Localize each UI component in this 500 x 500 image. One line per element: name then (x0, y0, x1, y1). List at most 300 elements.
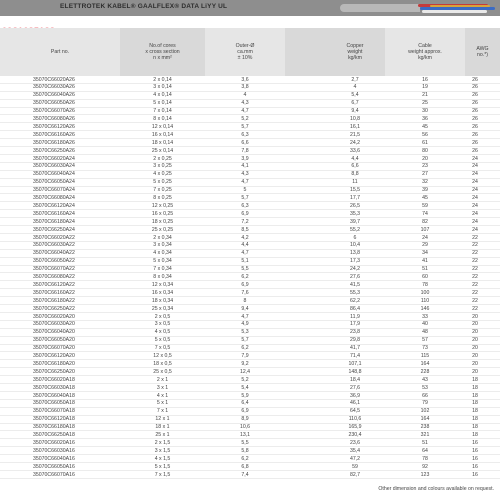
copper-weight: 26,5 (349, 202, 361, 209)
outer-diameter: 6,3 (241, 202, 249, 209)
outer-diameter: 6,2 (241, 455, 249, 462)
cores-cross-section: 2 x 0,34 (153, 234, 172, 241)
header-part-no (0, 28, 120, 76)
outer-diameter: 4,7 (241, 250, 249, 257)
cable-weight: 33 (422, 313, 428, 320)
cores-cross-section: 5 x 0,25 (153, 179, 172, 186)
cable-weight: 238 (420, 424, 430, 431)
cores-cross-section: 25 x 0,14 (151, 147, 174, 154)
part-no: 35070C66030A26 (33, 84, 75, 91)
part-no: 35070C66120A24 (33, 202, 75, 209)
outer-diameter: 7,4 (241, 471, 249, 478)
table-row (0, 250, 500, 258)
outer-diameter: 5,5 (241, 439, 249, 446)
cores-cross-section: 12 x 0,5 (153, 353, 172, 359)
copper-weight: 71,4 (349, 353, 361, 359)
copper-weight: 16,1 (349, 123, 361, 130)
part-no: 35070C66070A18 (33, 408, 75, 415)
table-row (0, 360, 500, 368)
part-no: 35070C66040A18 (33, 392, 75, 399)
table-row (0, 345, 500, 353)
cores-cross-section: 4 x 0,14 (153, 92, 172, 99)
outer-diameter: 7,8 (241, 147, 249, 154)
cores-cross-section: 3 x 0,34 (153, 242, 172, 249)
cable-weight: 29 (422, 242, 428, 249)
cores-cross-section: 18 x 0,25 (151, 218, 174, 225)
copper-weight: 64,5 (349, 408, 361, 415)
header-outer-diameter (205, 28, 285, 76)
outer-diameter: 9,2 (241, 360, 249, 367)
header-line: Copper (346, 43, 364, 49)
copper-weight: 55,2 (349, 226, 361, 233)
table-row (0, 84, 500, 92)
cable-weight: 73 (422, 345, 428, 352)
awg-no: 26 (472, 139, 478, 146)
header-line: No.of cores (149, 43, 176, 49)
cores-cross-section: 12 x 0,34 (151, 281, 174, 288)
copper-weight: 27,6 (349, 274, 361, 280)
copper-weight: 35,3 (349, 210, 361, 217)
table-row (0, 116, 500, 124)
table-row (0, 455, 500, 463)
awg-no: 22 (472, 234, 478, 241)
part-no: 35070C66160A26 (33, 131, 75, 138)
cores-cross-section: 4 x 1,5 (154, 455, 171, 462)
cores-cross-section: 25 x 0,34 (151, 305, 174, 312)
awg-no: 24 (472, 226, 478, 233)
cable-weight: 60 (422, 274, 428, 280)
outer-diameter: 8,9 (241, 416, 249, 423)
header-awg (465, 28, 500, 76)
cable-weight: 16 (422, 76, 428, 83)
awg-no: 20 (472, 329, 478, 336)
outer-diameter: 6,6 (241, 139, 249, 146)
cores-cross-section: 5 x 1,5 (154, 463, 171, 470)
outer-diameter: 5,4 (241, 384, 249, 391)
cable-weight: 146 (420, 305, 430, 312)
table-row (0, 439, 500, 447)
table-row (0, 179, 500, 187)
copper-weight: 17,7 (349, 195, 361, 201)
table-row (0, 471, 500, 479)
copper-weight: 165,9 (348, 424, 362, 431)
outer-diameter: 5,7 (241, 337, 249, 344)
outer-diameter: 6,8 (241, 463, 249, 470)
awg-no: 20 (472, 321, 478, 328)
copper-weight: 82,7 (349, 471, 361, 478)
part-no: 35070C66180A22 (33, 297, 75, 304)
awg-no: 24 (472, 179, 478, 186)
table-row (0, 463, 500, 471)
cable-weight: 115 (420, 353, 430, 359)
table-row (0, 258, 500, 266)
awg-no: 22 (472, 274, 478, 280)
part-no: 35070C66180A18 (33, 424, 75, 431)
part-no: 35070C66120A20 (33, 353, 75, 359)
cable-weight: 56 (422, 131, 428, 138)
header-cable-weight (385, 28, 465, 76)
table-row (0, 123, 500, 131)
cable-weight: 39 (422, 187, 428, 194)
outer-diameter: 4,7 (241, 313, 249, 320)
cores-cross-section: 2 x 1,5 (154, 439, 171, 446)
outer-diameter: 13,1 (239, 432, 251, 438)
outer-diameter: 4,2 (241, 234, 249, 241)
table-row (0, 139, 500, 147)
table-row (0, 195, 500, 203)
cores-cross-section: 7 x 0,5 (154, 345, 171, 352)
header-cores (120, 28, 205, 76)
awg-no: 18 (472, 376, 478, 383)
part-no: 35070C66020A20 (33, 313, 75, 320)
awg-no: 26 (472, 76, 478, 83)
table-row (0, 266, 500, 274)
awg-no: 22 (472, 281, 478, 288)
copper-weight: 230,4 (348, 432, 362, 438)
part-no: 35070C66070A22 (33, 266, 75, 273)
table-row (0, 289, 500, 297)
cores-cross-section: 8 x 0,14 (153, 116, 172, 122)
copper-weight: 5,4 (351, 92, 359, 99)
header-line: Part no. (50, 49, 70, 55)
awg-no: 24 (472, 218, 478, 225)
awg-no: 24 (472, 187, 478, 194)
table-row (0, 163, 500, 171)
copper-weight: 17,9 (349, 321, 361, 328)
part-no: 35070C66180A24 (33, 218, 75, 225)
awg-no: 20 (472, 368, 478, 375)
cable-weight: 78 (422, 281, 428, 288)
cable-image (340, 2, 500, 14)
outer-diameter: 5,8 (241, 447, 249, 454)
table-row (0, 400, 500, 408)
header-line: Outer-Ø (235, 43, 255, 49)
part-no: 35070C66080A24 (33, 195, 75, 201)
outer-diameter: 6,9 (241, 281, 249, 288)
cable-weight: 45 (422, 195, 428, 201)
awg-no: 16 (472, 439, 478, 446)
copper-weight: 36,9 (349, 392, 361, 399)
copper-weight: 59 (352, 463, 358, 470)
copper-weight: 17,3 (349, 258, 361, 265)
part-no: 35070C66020A26 (33, 76, 75, 83)
part-no: 35070C66030A18 (33, 384, 75, 391)
table-row (0, 155, 500, 163)
outer-diameter: 5,3 (241, 329, 249, 336)
table-row (0, 321, 500, 329)
awg-no: 16 (472, 471, 478, 478)
copper-weight: 55,3 (349, 289, 361, 296)
awg-no: 24 (472, 195, 478, 201)
copper-weight: 24,2 (349, 266, 361, 273)
cable-weight: 41 (422, 258, 428, 265)
cores-cross-section: 2 x 1 (156, 376, 169, 383)
awg-no: 20 (472, 345, 478, 352)
table-row (0, 226, 500, 234)
cable-weight: 36 (422, 116, 428, 122)
awg-no: 24 (472, 210, 478, 217)
outer-diameter: 4,7 (241, 108, 249, 115)
outer-diameter: 5,9 (241, 392, 249, 399)
part-no: 35070C66120A26 (33, 123, 75, 130)
copper-weight: 62,2 (349, 297, 361, 304)
part-no: 35070C66250A20 (33, 368, 75, 375)
awg-no: 22 (472, 266, 478, 273)
table-row (0, 171, 500, 179)
awg-no: 24 (472, 202, 478, 209)
cable-weight: 123 (420, 471, 430, 478)
cores-cross-section: 2 x 0,5 (154, 313, 171, 320)
copper-weight: 8,8 (351, 171, 359, 178)
awg-no: 26 (472, 92, 478, 99)
copper-weight: 41,7 (349, 345, 361, 352)
cable-weight: 64 (422, 447, 428, 454)
header-line: weight approx. (408, 49, 442, 55)
header-line: no.*) (477, 52, 488, 58)
part-no: 35070C66250A22 (33, 305, 75, 312)
cable-weight: 19 (422, 84, 428, 91)
table-row (0, 234, 500, 242)
cores-cross-section: 5 x 0,14 (153, 100, 172, 107)
header-line: n x mm² (153, 55, 172, 61)
awg-no: 18 (472, 416, 478, 423)
awg-no: 22 (472, 305, 478, 312)
part-no: 35070C66070A20 (33, 345, 75, 352)
table-row (0, 147, 500, 155)
table-row (0, 210, 500, 218)
table-row (0, 376, 500, 384)
cable-weight: 59 (422, 202, 428, 209)
part-no: 35070C66180A20 (33, 360, 75, 367)
cable-weight: 100 (420, 289, 430, 296)
table-row (0, 100, 500, 108)
product-banner (0, 0, 500, 16)
table-row (0, 416, 500, 424)
copper-weight: 29,8 (349, 337, 361, 344)
awg-no: 22 (472, 297, 478, 304)
cores-cross-section: 3 x 0,25 (153, 163, 172, 170)
cores-cross-section: 18 x 0,5 (153, 360, 172, 367)
awg-no: 22 (472, 242, 478, 249)
cores-cross-section: 4 x 0,5 (154, 329, 171, 336)
cable-weight: 107 (420, 226, 430, 233)
copper-weight: 41,5 (349, 281, 361, 288)
table-row (0, 274, 500, 282)
copper-weight: 46,1 (349, 400, 361, 407)
cores-cross-section: 5 x 0,34 (153, 258, 172, 265)
cable-weight: 110 (420, 297, 430, 304)
part-no: 35070C66040A22 (33, 250, 75, 257)
table-row (0, 353, 500, 361)
cores-cross-section: 25 x 1 (155, 432, 170, 438)
outer-diameter: 12,4 (239, 368, 251, 375)
table-row (0, 187, 500, 195)
outer-diameter: 4,1 (241, 163, 249, 170)
copper-weight: 33,6 (349, 147, 361, 154)
outer-diameter: 6,9 (241, 408, 249, 415)
part-no: 35070C66040A26 (33, 92, 75, 99)
cores-cross-section: 4 x 1 (156, 392, 169, 399)
part-no: 35070C66030A22 (33, 242, 75, 249)
copper-weight: 4 (353, 84, 357, 91)
cable-weight: 92 (422, 463, 428, 470)
part-no: 35070C66080A22 (33, 274, 75, 280)
footnote: Other dimension and colours available on request. (378, 486, 494, 492)
table-row (0, 432, 500, 440)
cores-cross-section: 18 x 1 (155, 424, 170, 431)
copper-weight: 39,7 (349, 218, 361, 225)
awg-no: 26 (472, 84, 478, 91)
cable-weight: 61 (422, 139, 428, 146)
outer-diameter: 7,6 (241, 289, 249, 296)
copper-weight: 15,5 (349, 187, 361, 194)
cores-cross-section: 2 x 0,25 (153, 155, 172, 162)
outer-diameter: 5,5 (241, 266, 249, 273)
cores-cross-section: 7 x 1,5 (154, 471, 171, 478)
part-no: 35070C66180A26 (33, 139, 75, 146)
cores-cross-section: 12 x 1 (155, 416, 170, 423)
awg-no: 26 (472, 147, 478, 154)
table-row (0, 297, 500, 305)
part-no: 35070C66050A18 (33, 400, 75, 407)
cable-weight: 74 (422, 210, 428, 217)
header-line: ± 10% (237, 55, 253, 61)
product-title: ELETTROTEK KABEL® GAALFLEX® DATA LiYY UL (60, 3, 228, 10)
cores-cross-section: 2 x 0,14 (153, 76, 172, 83)
cores-cross-section: 3 x 1,5 (154, 447, 171, 454)
outer-diameter: 6,4 (241, 400, 249, 407)
table-row (0, 384, 500, 392)
part-no: 35070C66250A26 (33, 147, 75, 154)
cable-weight: 321 (420, 432, 430, 438)
copper-weight: 13,8 (349, 250, 361, 257)
part-no: 35070C66020A22 (33, 234, 75, 241)
outer-diameter: 6,3 (241, 131, 249, 138)
header-line: weight (347, 49, 363, 55)
copper-weight: 10,4 (349, 242, 361, 249)
awg-no: 24 (472, 155, 478, 162)
cores-cross-section: 4 x 0,25 (153, 171, 172, 178)
header-line: kg/km (348, 55, 362, 61)
cores-cross-section: 4 x 0,34 (153, 250, 172, 257)
copper-weight: 10,8 (349, 116, 361, 122)
copper-weight: 23,8 (349, 329, 361, 336)
cable-weight: 24 (422, 234, 428, 241)
cores-cross-section: 25 x 0,5 (153, 368, 172, 375)
cores-cross-section: 12 x 0,25 (151, 202, 174, 209)
cores-cross-section: 18 x 0,34 (151, 297, 174, 304)
awg-no: 20 (472, 337, 478, 344)
copper-weight: 24,2 (349, 139, 361, 146)
outer-diameter: 5,7 (241, 123, 249, 130)
outer-diameter: 3,8 (241, 84, 249, 91)
copper-weight: 86,4 (349, 305, 361, 312)
awg-no: 18 (472, 408, 478, 415)
cable-weight: 21 (422, 92, 428, 99)
copper-weight: 148,8 (348, 368, 362, 375)
cable-weight: 78 (422, 455, 428, 462)
cable-weight: 82 (422, 218, 428, 225)
awg-no: 18 (472, 432, 478, 438)
awg-no: 16 (472, 455, 478, 462)
table-row (0, 131, 500, 139)
part-no: 35070C66040A20 (33, 329, 75, 336)
outer-diameter: 4,9 (241, 321, 249, 328)
header-line: Cable (418, 43, 432, 49)
outer-diameter: 10,6 (239, 424, 251, 431)
outer-diameter: 4,7 (241, 179, 249, 186)
part-no: 35070C66120A22 (33, 281, 75, 288)
part-no: 35070C66050A16 (33, 463, 75, 470)
copper-weight: 21,5 (349, 131, 361, 138)
cores-cross-section: 7 x 1 (156, 408, 169, 415)
part-no: 35070C66070A26 (33, 108, 75, 115)
outer-diameter: 4 (243, 92, 247, 99)
cores-cross-section: 7 x 0,25 (153, 187, 172, 194)
copper-weight: 6,6 (351, 163, 359, 170)
table-row (0, 424, 500, 432)
awg-no: 22 (472, 258, 478, 265)
cores-cross-section: 18 x 0,14 (151, 139, 174, 146)
awg-no: 26 (472, 131, 478, 138)
copper-weight: 4,4 (351, 155, 359, 162)
outer-diameter: 9,4 (241, 305, 249, 312)
header-line: x cross section (145, 49, 180, 55)
part-no: 35070C66050A20 (33, 337, 75, 344)
awg-no: 18 (472, 392, 478, 399)
cores-cross-section: 7 x 0,14 (153, 108, 172, 115)
cable-weight: 45 (422, 123, 428, 130)
part-no: 35070C66020A24 (33, 155, 75, 162)
cores-cross-section: 3 x 0,5 (154, 321, 171, 328)
cores-cross-section: 3 x 0,14 (153, 84, 172, 91)
cable-weight: 34 (422, 250, 428, 257)
outer-diameter: 3,6 (241, 76, 249, 83)
cores-cross-section: 7 x 0,34 (153, 266, 172, 273)
copper-weight: 23,6 (349, 439, 361, 446)
cable-weight: 51 (422, 266, 428, 273)
awg-no: 22 (472, 250, 478, 257)
copper-weight: 6,7 (351, 100, 359, 107)
cable-weight: 27 (422, 171, 428, 178)
table-row (0, 337, 500, 345)
cable-weight: 40 (422, 321, 428, 328)
outer-diameter: 7,9 (241, 353, 249, 359)
outer-diameter: 6,2 (241, 345, 249, 352)
awg-no: 20 (472, 360, 478, 367)
part-no: 35070C66020A16 (33, 439, 75, 446)
awg-no: 20 (472, 353, 478, 359)
cable-weight: 66 (422, 392, 428, 399)
table-row (0, 329, 500, 337)
cable-weight: 228 (420, 368, 430, 375)
awg-no: 18 (472, 400, 478, 407)
part-no: 35070C66030A16 (33, 447, 75, 454)
cable-weight: 80 (422, 147, 428, 154)
part-no: 35070C66160A24 (33, 210, 75, 217)
part-no: 35070C66020A18 (33, 376, 75, 383)
cable-weight: 20 (422, 155, 428, 162)
awg-no: 26 (472, 116, 478, 122)
outer-diameter: 5,1 (241, 258, 249, 265)
part-no: 35070C66050A22 (33, 258, 75, 265)
cable-weight: 30 (422, 108, 428, 115)
cores-cross-section: 5 x 1 (156, 400, 169, 407)
outer-diameter: 8 (243, 297, 247, 304)
awg-no: 22 (472, 289, 478, 296)
table-row (0, 242, 500, 250)
table-row (0, 76, 500, 84)
